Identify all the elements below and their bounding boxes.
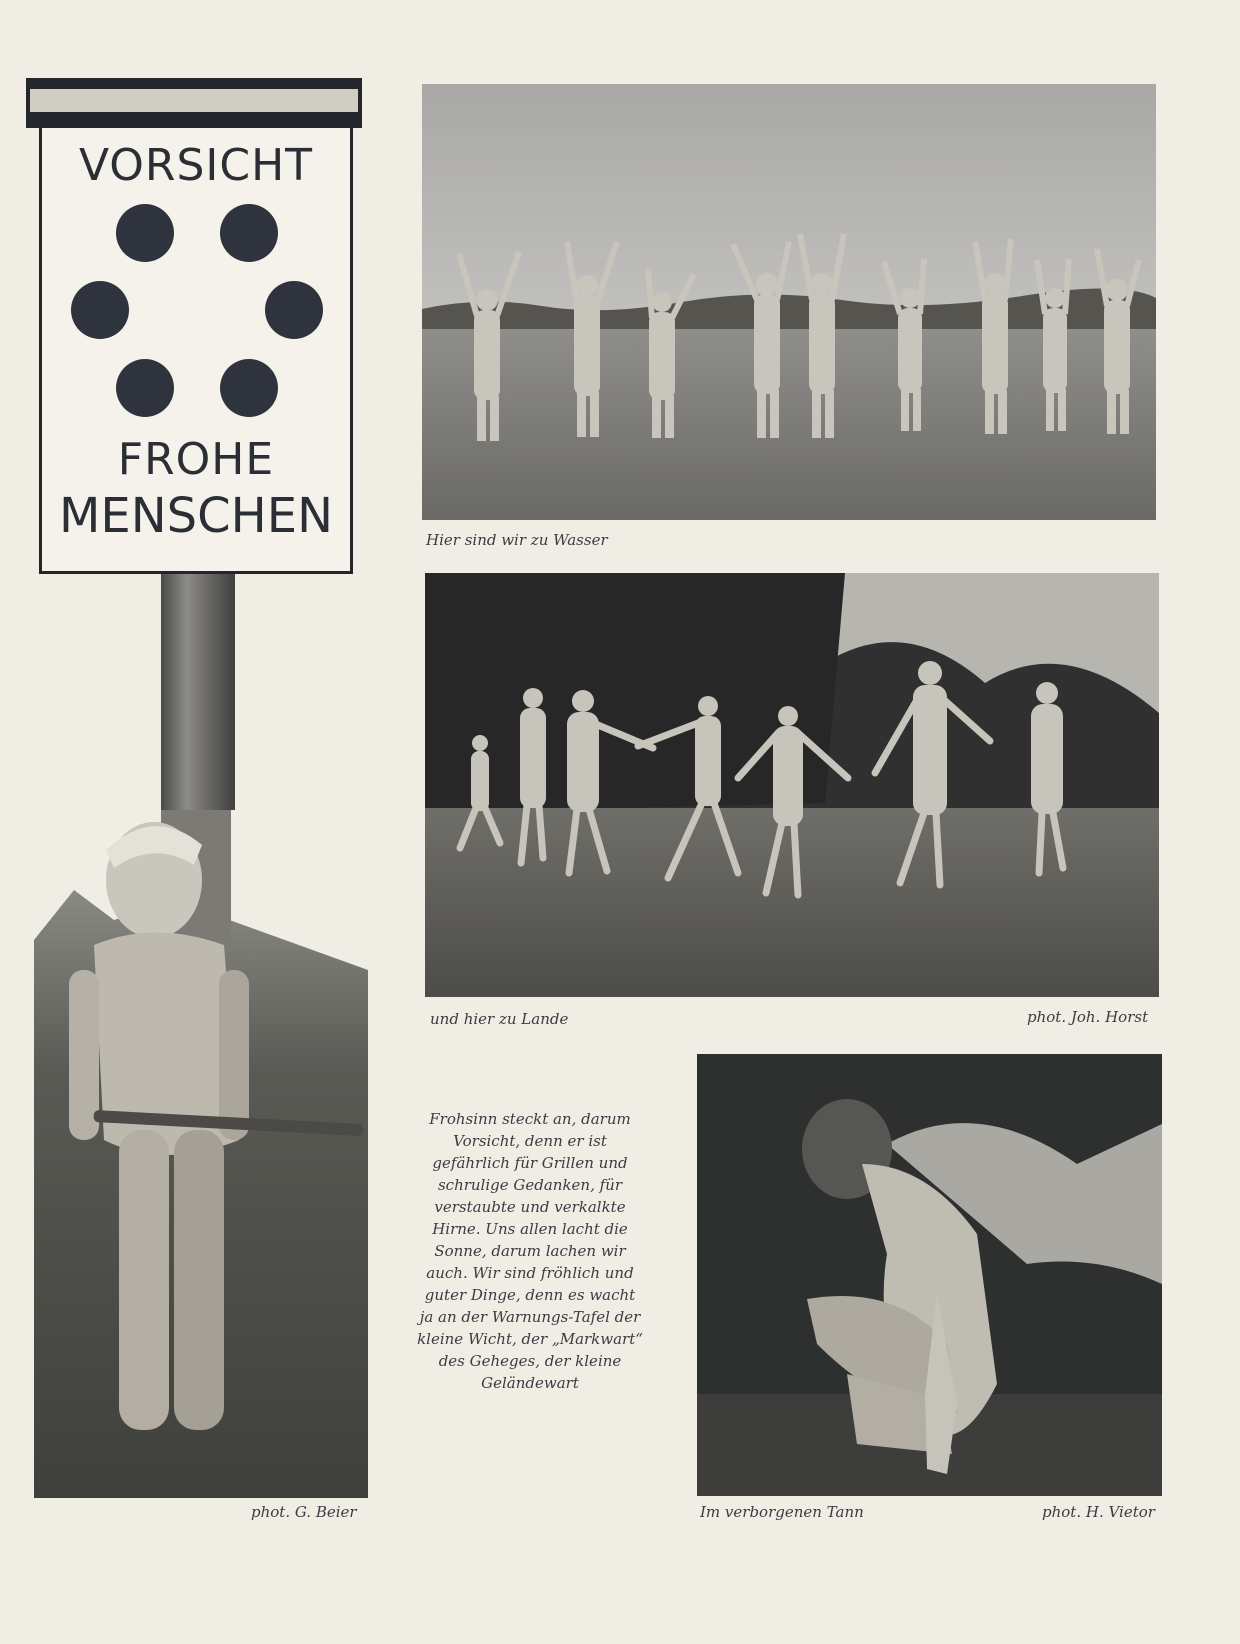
photo-credit-vietor: phot. H. Vietor (1042, 1503, 1155, 1521)
dot (220, 204, 278, 262)
dot (116, 359, 174, 417)
dot (71, 281, 129, 339)
dot (265, 281, 323, 339)
photo-water (422, 84, 1156, 520)
dot (220, 359, 278, 417)
photo-credit-horst: phot. Joh. Horst (1027, 1008, 1149, 1026)
caption-forest: Im verborgenen Tann (700, 1503, 864, 1521)
article-text: Frohsinn steckt an, darum Vorsicht, denn er ist gefährlich für Grillen und schrulige Gedanken, für verstaubte und verkalkte Hirne. Uns allen lacht die Sonne, darum lachen wir auch. Wir sind fröhlich und guter Dinge, denn es wacht ja an der Warnungs-Tafel der kleine Wicht, der „Markwart“ des Geheges, der kleine Geländewart (417, 1110, 643, 1392)
sign-word-vorsicht: VORSICHT (78, 140, 314, 191)
photo-credit-beier: phot. G. Beier (251, 1503, 357, 1521)
sign-word-frohe: FROHE (117, 434, 275, 485)
photo-land (425, 573, 1159, 997)
photo-forest (697, 1054, 1162, 1496)
sign-word-menschen: MENSCHEN (59, 488, 333, 544)
sign-top-bar (26, 78, 362, 128)
dot (116, 204, 174, 262)
caption-water: Hier sind wir zu Wasser (426, 531, 608, 549)
warning-sign (39, 81, 353, 574)
caption-land: und hier zu Lande (430, 1010, 569, 1028)
photo-boy (34, 810, 368, 1498)
